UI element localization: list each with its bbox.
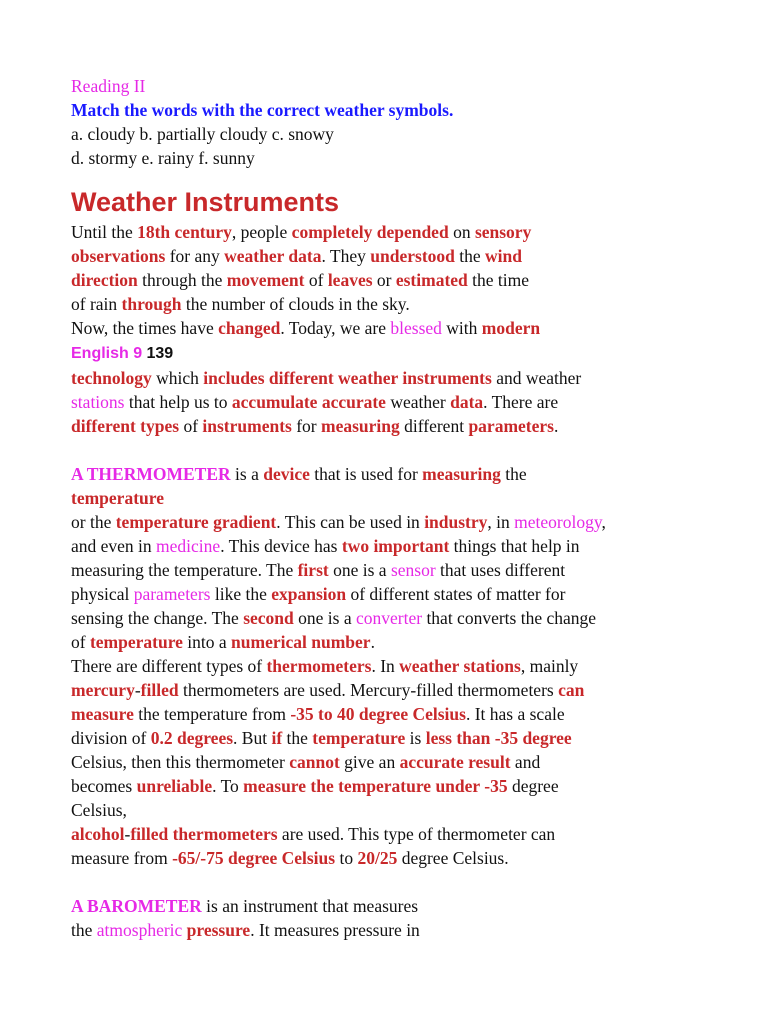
book-title: English 9 — [71, 345, 143, 362]
p1-line-7: stations that help us to accumulate accurate weather data. There are — [71, 392, 559, 412]
document-page — [71, 74, 711, 942]
thermo-line-10: mercury-filled thermometers are used. Mercury-filled thermometers can — [71, 680, 585, 700]
thermo-line-8: of temperature into a numerical number. — [71, 632, 375, 652]
thermo-line-13: Celsius, then this thermometer cannot give an accurate result and — [71, 752, 541, 772]
thermo-line-16: alcohol-filled thermometers are used. This type of thermometer can — [71, 824, 556, 844]
page-footer — [71, 340, 711, 366]
page-number: 139 — [146, 345, 174, 362]
term-thermometer: A THERMOMETER — [71, 464, 231, 484]
thermo-line-17: measure from -65/-75 degree Celsius to 20/25 degree Celsius. — [71, 848, 509, 868]
thermo-line-4: and even in medicine. This device has two important things that help in — [71, 536, 580, 556]
thermo-line-7: sensing the change. The second one is a converter that converts the change — [71, 608, 597, 628]
p1-line-1: Until the 18th century, people completely depended on sensory — [71, 222, 532, 242]
p1-line-5: Now, the times have changed. Today, we are blessed with modern — [71, 318, 541, 338]
term-barometer: A BAROMETER — [71, 896, 202, 916]
p1-line-2: observations for any weather data. They understood the wind — [71, 246, 522, 266]
section-title: Weather Instruments — [71, 187, 340, 217]
reading-instruction: Match the words with the correct weather symbols. — [71, 100, 454, 120]
p1-line-6: technology which includes different weather instruments and weather — [71, 368, 582, 388]
thermo-line-5: measuring the temperature. The first one is a sensor that uses different — [71, 560, 566, 580]
baro-line-1: A BAROMETER is an instrument that measures — [71, 896, 419, 916]
thermo-line-3: or the temperature gradient. This can be used in industry, in meteorology, — [71, 512, 606, 532]
thermo-line-14: becomes unreliable. To measure the temperature under -35 degree — [71, 776, 559, 796]
reading-heading: Reading II — [71, 76, 146, 96]
p1-line-4: of rain through the number of clouds in the sky. — [71, 294, 410, 314]
thermo-line-9: There are different types of thermometers. In weather stations, mainly — [71, 656, 579, 676]
p1-line-8: different types of instruments for measuring different parameters. — [71, 416, 559, 436]
hl-18th-century: 18th century — [137, 222, 232, 242]
thermo-line-15: Celsius, — [71, 800, 127, 820]
thermo-line-12: division of 0.2 degrees. But if the temperature is less than -35 degree — [71, 728, 572, 748]
thermo-line-1: A THERMOMETER is a device that is used for measuring the — [71, 464, 527, 484]
reading-options-line-1: a. cloudy b. partially cloudy c. snowy — [71, 124, 334, 144]
thermo-line-11: measure the temperature from -35 to 40 degree Celsius. It has a scale — [71, 704, 565, 724]
thermo-line-2: temperature — [71, 488, 164, 508]
baro-line-2: the atmospheric pressure. It measures pressure in — [71, 920, 420, 940]
thermo-line-6: physical parameters like the expansion of different states of matter for — [71, 584, 566, 604]
p1-line-3: direction through the movement of leaves or estimated the time — [71, 270, 530, 290]
reading-options-line-2: d. stormy e. rainy f. sunny — [71, 148, 255, 168]
